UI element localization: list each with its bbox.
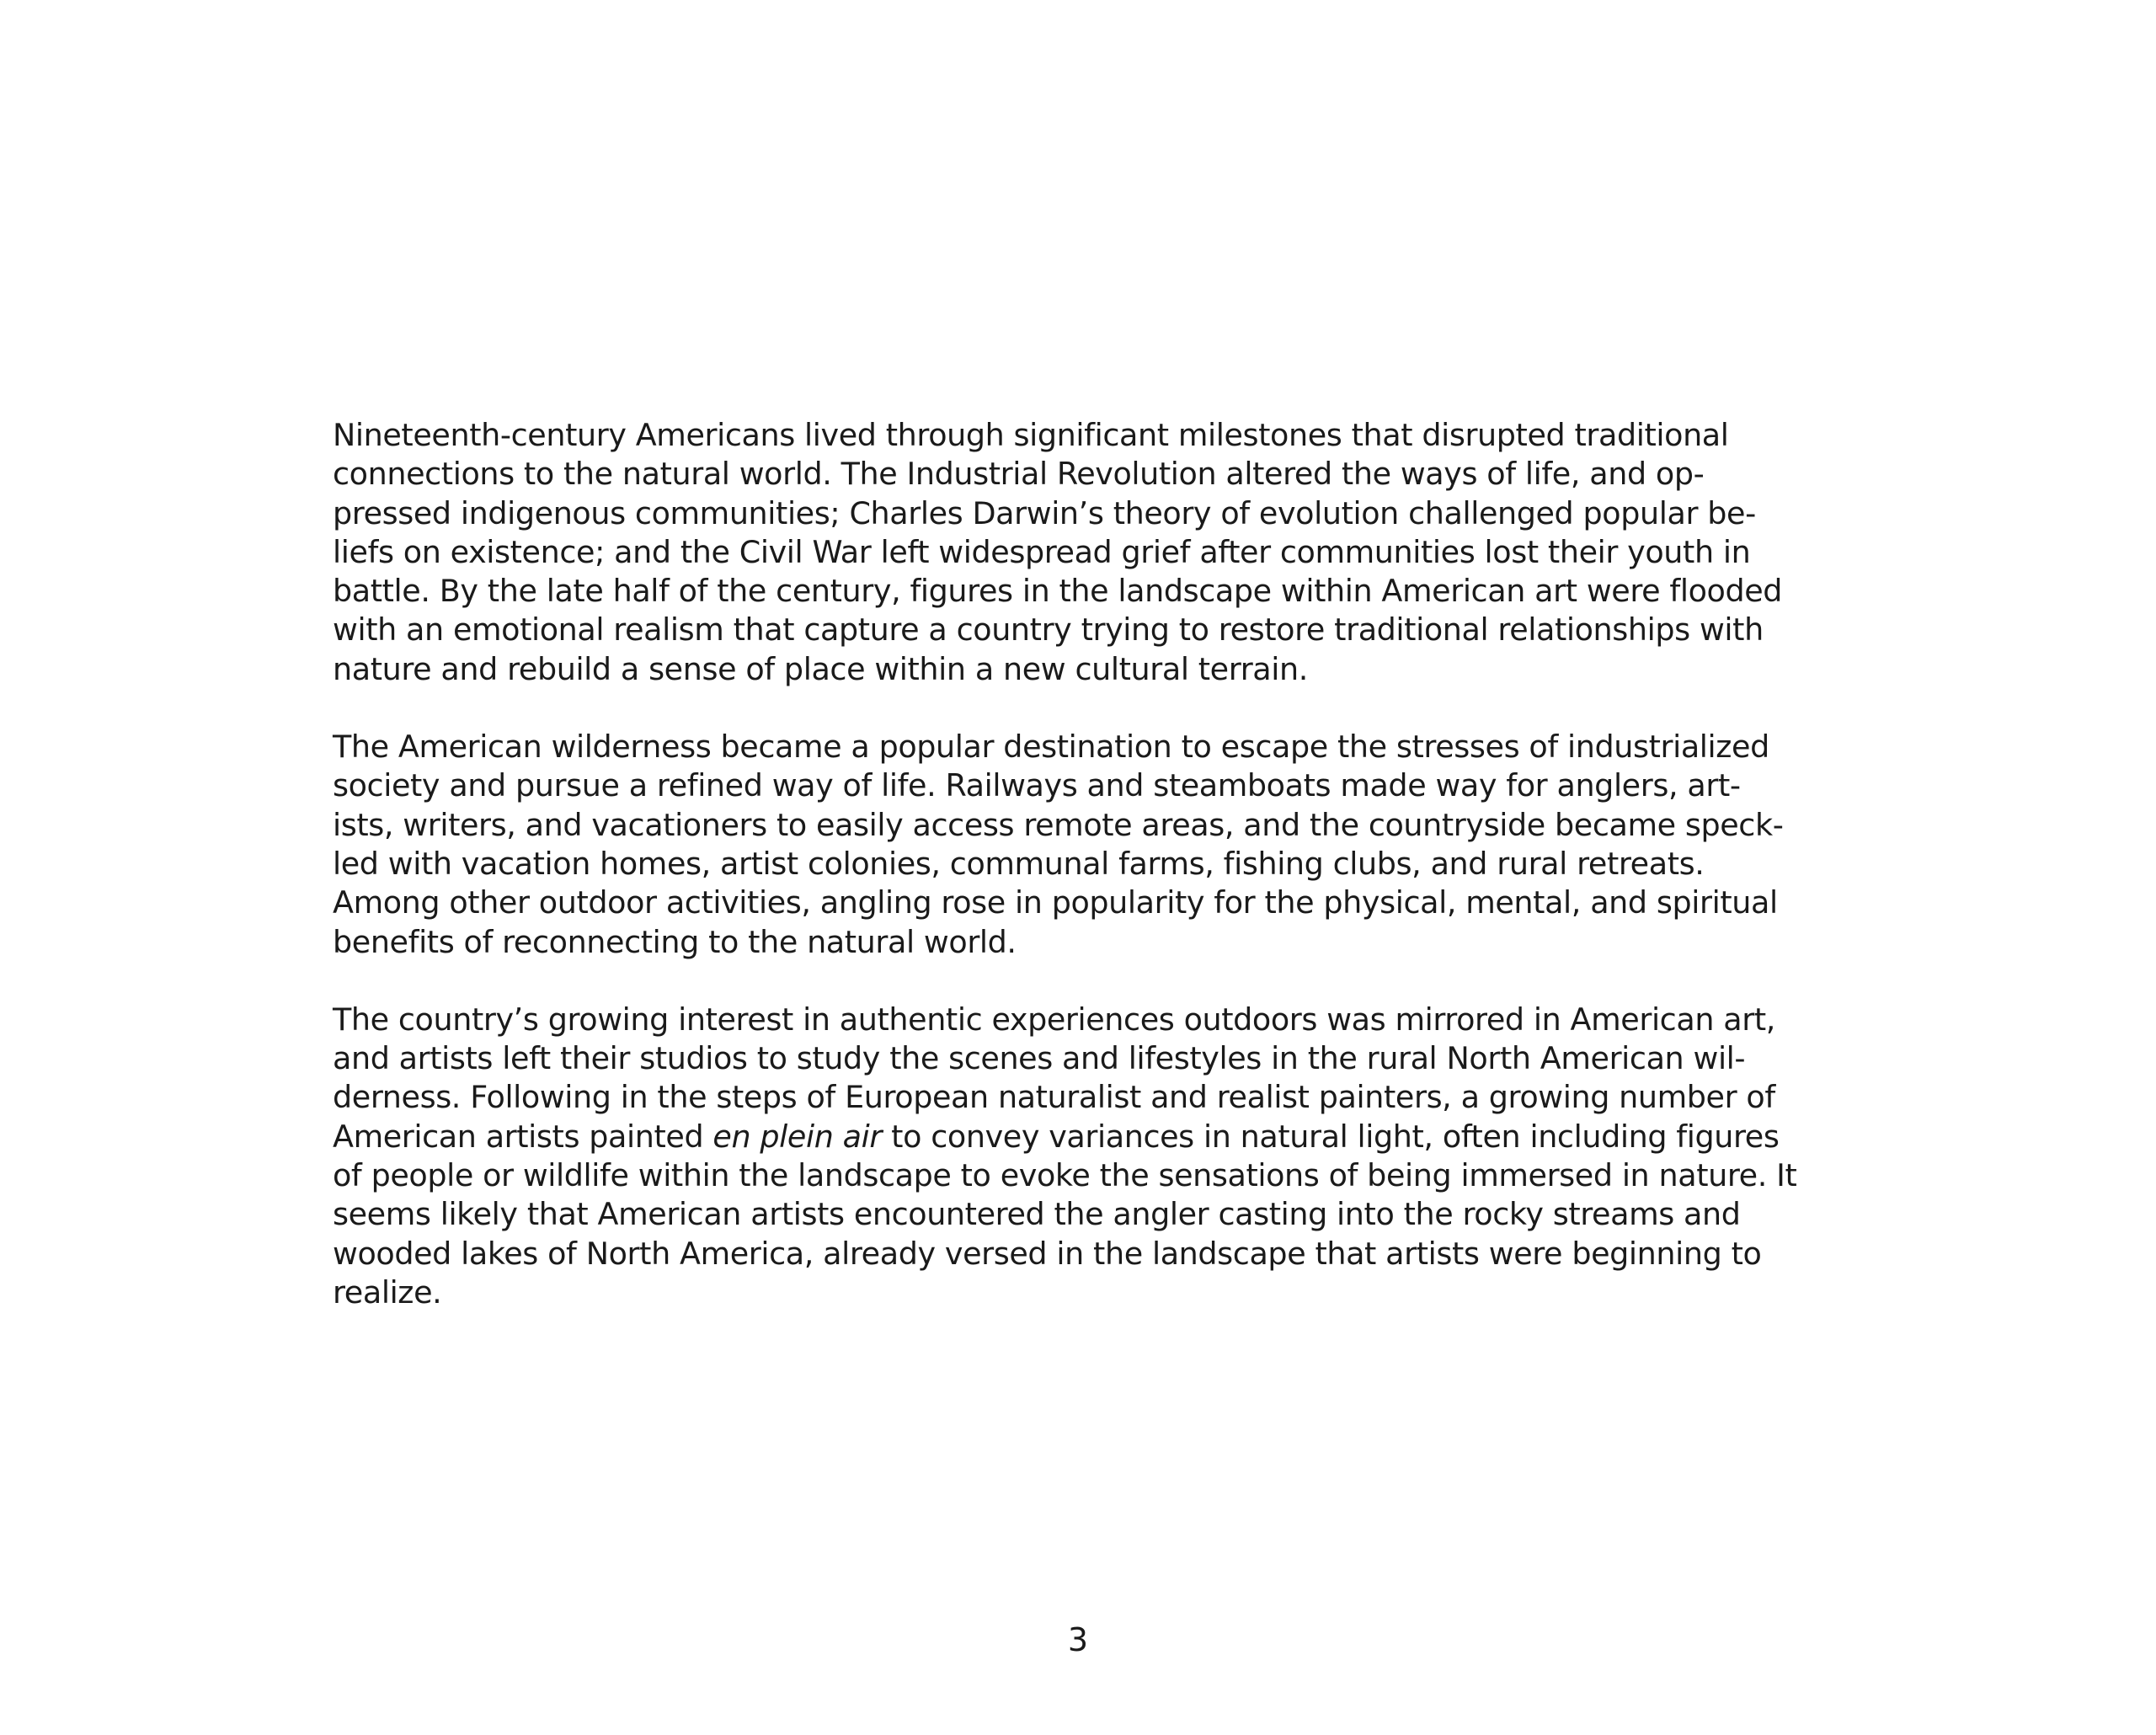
text-line: seems likely that American artists encountered the angler casting into the rocky streams and	[333, 1196, 1741, 1233]
paragraph-gap	[333, 962, 1849, 1001]
italic-phrase: en plein air	[712, 1118, 882, 1155]
text-line: led with vacation homes, artist colonies, communal farms, fishing clubs, and rural retreats.	[333, 845, 1705, 882]
text-line: with an emotional realism that capture a country trying to restore traditional relationships with	[333, 611, 1764, 649]
paragraph-gap	[333, 689, 1849, 728]
text-run: to convey variances in natural light, often including figures	[881, 1118, 1780, 1155]
text-line: liefs on existence; and the Civil War left widespread grief after communities lost their youth in	[333, 533, 1751, 570]
text-line: ists, writers, and vacationers to easily access remote areas, and the countryside became speck-	[333, 806, 1784, 843]
text-line: and artists left their studios to study the scenes and lifestyles in the rural North American wil-	[333, 1040, 1746, 1077]
page-number: 3	[1067, 1621, 1089, 1658]
body-text	[333, 416, 1849, 1312]
text-line: Among other outdoor activities, angling rose in popularity for the physical, mental, and spiritual	[333, 884, 1778, 921]
text-line	[333, 1118, 1849, 1156]
paragraph-1	[333, 416, 1849, 689]
text-line: wooded lakes of North America, already versed in the landscape that artists were beginning to	[333, 1235, 1762, 1272]
text-line: battle. By the late half of the century, figures in the landscape within American art were flooded	[333, 573, 1783, 610]
paragraph-2	[333, 728, 1849, 962]
text-line: pressed indigenous communities; Charles Darwin’s theory of evolution challenged popular be-	[333, 494, 1756, 531]
text-line: nature and rebuild a sense of place within a new cultural terrain.	[333, 650, 1308, 687]
text-line: connections to the natural world. The Industrial Revolution altered the ways of life, and op-	[333, 456, 1705, 493]
paragraph-3	[333, 1001, 1849, 1312]
text-line: of people or wildlife within the landscape to evoke the sensations of being immersed in nature. It	[333, 1157, 1797, 1194]
text-line: The country’s growing interest in authentic experiences outdoors was mirrored in American art,	[333, 1001, 1775, 1038]
text-line: Nineteenth-century Americans lived through significant milestones that disrupted traditional	[333, 417, 1729, 453]
text-line: derness. Following in the steps of European naturalist and realist painters, a growing number of	[333, 1079, 1775, 1116]
text-line: realize.	[333, 1273, 442, 1311]
text-line: The American wilderness became a popular destination to escape the stresses of industrialized	[333, 729, 1769, 766]
text-line: benefits of reconnecting to the natural world.	[333, 923, 1017, 960]
text-line: society and pursue a refined way of life. Railways and steamboats made way for anglers, art-	[333, 767, 1741, 804]
text-run: American artists painted	[333, 1118, 713, 1155]
